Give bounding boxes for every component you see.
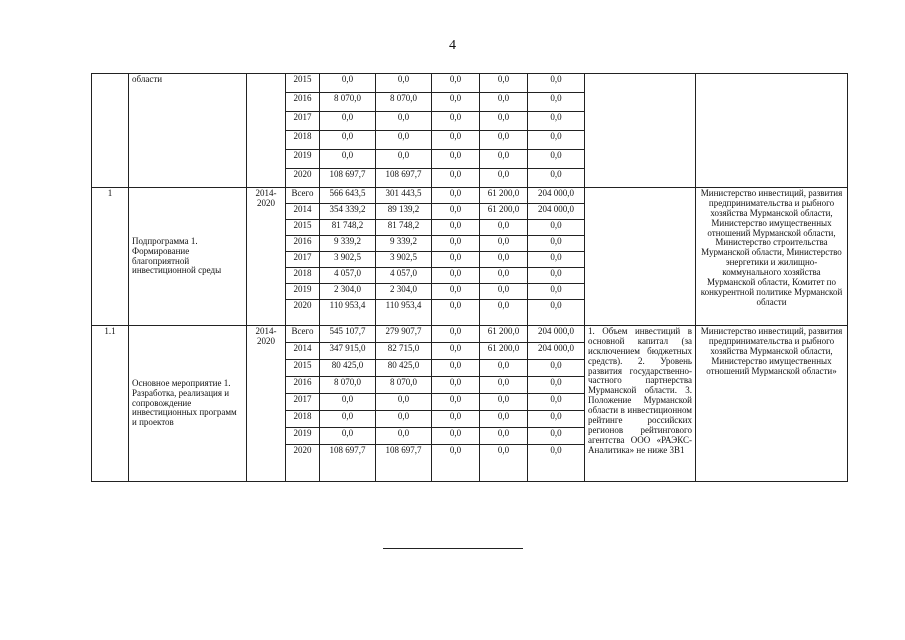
year-cell: 2014 bbox=[286, 204, 320, 220]
amount-cell: 0,0 bbox=[480, 112, 528, 131]
amount-cell: 0,0 bbox=[480, 300, 528, 326]
amount-cell: 0,0 bbox=[432, 377, 480, 394]
year-cell: 2018 bbox=[286, 411, 320, 428]
year-cell: 2020 bbox=[286, 445, 320, 482]
amount-cell: 0,0 bbox=[480, 236, 528, 252]
amount-cell: 0,0 bbox=[528, 268, 585, 284]
indicators-cell bbox=[585, 74, 696, 188]
amount-cell: 81 748,2 bbox=[376, 220, 432, 236]
amount-cell: 0,0 bbox=[376, 428, 432, 445]
amount-cell: 81 748,2 bbox=[320, 220, 376, 236]
amount-cell: 0,0 bbox=[528, 377, 585, 394]
item-number: 1.1 bbox=[92, 326, 129, 482]
amount-cell: 3 902,5 bbox=[376, 252, 432, 268]
amount-cell: 0,0 bbox=[432, 93, 480, 112]
amount-cell: 0,0 bbox=[432, 112, 480, 131]
year-cell: 2014 bbox=[286, 343, 320, 360]
item-number: 1 bbox=[92, 188, 129, 326]
amount-cell: 0,0 bbox=[480, 169, 528, 188]
amount-cell: 0,0 bbox=[376, 411, 432, 428]
year-cell: Всего bbox=[286, 188, 320, 204]
amount-cell: 0,0 bbox=[528, 74, 585, 93]
year-cell: 2017 bbox=[286, 252, 320, 268]
year-cell: 2018 bbox=[286, 268, 320, 284]
amount-cell: 110 953,4 bbox=[320, 300, 376, 326]
implementation-period: 2014-2020 bbox=[247, 326, 286, 482]
year-cell: 2015 bbox=[286, 74, 320, 93]
amount-cell: 0,0 bbox=[480, 284, 528, 300]
amount-cell: 2 304,0 bbox=[376, 284, 432, 300]
item-name: Основное мероприятие 1. Разработка, реализация и сопровождение инвестиционных программ и проектов bbox=[129, 326, 247, 482]
amount-cell: 61 200,0 bbox=[480, 326, 528, 343]
amount-cell: 89 139,2 bbox=[376, 204, 432, 220]
amount-cell: 8 070,0 bbox=[320, 93, 376, 112]
amount-cell: 4 057,0 bbox=[320, 268, 376, 284]
amount-cell: 0,0 bbox=[320, 428, 376, 445]
amount-cell: 0,0 bbox=[320, 411, 376, 428]
amount-cell: 0,0 bbox=[432, 204, 480, 220]
implementation-period bbox=[247, 74, 286, 188]
amount-cell: 0,0 bbox=[528, 169, 585, 188]
year-cell: 2019 bbox=[286, 150, 320, 169]
indicators-cell bbox=[585, 188, 696, 326]
amount-cell: 8 070,0 bbox=[376, 93, 432, 112]
amount-cell: 545 107,7 bbox=[320, 326, 376, 343]
year-cell: 2019 bbox=[286, 428, 320, 445]
amount-cell: 204 000,0 bbox=[528, 343, 585, 360]
amount-cell: 0,0 bbox=[320, 112, 376, 131]
executors-cell: Министерство инвестиций, развития предпринимательства и рыбного хозяйства Мурманской области, Министерство имущественных отношений Мурманской области, Министерство строительства Мурманской области, Министерство энергетики и жилищно-коммунального хозяйства Мурманской области, Комитет по конкурентной политике Мурманской области bbox=[696, 188, 848, 326]
amount-cell: 0,0 bbox=[432, 169, 480, 188]
footer-rule bbox=[383, 548, 523, 549]
amount-cell: 0,0 bbox=[432, 428, 480, 445]
amount-cell: 108 697,7 bbox=[320, 169, 376, 188]
amount-cell: 108 697,7 bbox=[376, 445, 432, 482]
amount-cell: 9 339,2 bbox=[376, 236, 432, 252]
amount-cell: 0,0 bbox=[528, 252, 585, 268]
amount-cell: 0,0 bbox=[432, 326, 480, 343]
amount-cell: 2 304,0 bbox=[320, 284, 376, 300]
amount-cell: 8 070,0 bbox=[320, 377, 376, 394]
year-cell: 2017 bbox=[286, 394, 320, 411]
amount-cell: 0,0 bbox=[480, 394, 528, 411]
year-cell: 2020 bbox=[286, 300, 320, 326]
year-cell: 2018 bbox=[286, 131, 320, 150]
amount-cell: 0,0 bbox=[432, 360, 480, 377]
amount-cell: 204 000,0 bbox=[528, 188, 585, 204]
amount-cell: 0,0 bbox=[432, 284, 480, 300]
amount-cell: 0,0 bbox=[480, 268, 528, 284]
amount-cell: 0,0 bbox=[528, 131, 585, 150]
year-cell: 2020 bbox=[286, 169, 320, 188]
item-number bbox=[92, 74, 129, 188]
amount-cell: 279 907,7 bbox=[376, 326, 432, 343]
amount-cell: 0,0 bbox=[432, 236, 480, 252]
amount-cell: 0,0 bbox=[480, 131, 528, 150]
amount-cell: 0,0 bbox=[528, 394, 585, 411]
amount-cell: 0,0 bbox=[528, 445, 585, 482]
amount-cell: 0,0 bbox=[432, 394, 480, 411]
amount-cell: 0,0 bbox=[528, 112, 585, 131]
amount-cell: 0,0 bbox=[432, 252, 480, 268]
year-cell: 2019 bbox=[286, 284, 320, 300]
year-cell: 2015 bbox=[286, 360, 320, 377]
year-cell: Всего bbox=[286, 326, 320, 343]
amount-cell: 0,0 bbox=[480, 428, 528, 445]
table-row bbox=[92, 326, 848, 343]
amount-cell: 0,0 bbox=[432, 74, 480, 93]
executors-cell bbox=[696, 74, 848, 188]
amount-cell: 0,0 bbox=[320, 150, 376, 169]
amount-cell: 61 200,0 bbox=[480, 204, 528, 220]
amount-cell: 0,0 bbox=[480, 360, 528, 377]
amount-cell: 0,0 bbox=[528, 93, 585, 112]
amount-cell: 566 643,5 bbox=[320, 188, 376, 204]
implementation-period: 2014-2020 bbox=[247, 188, 286, 326]
amount-cell: 0,0 bbox=[432, 188, 480, 204]
indicators-cell: 1. Объем инвестиций в основной капитал (за исключением бюджетных средств). 2. Уровень развития государственно-частного партнерства Мурманской области. 3. Положение Мурманской области в инвестиционном рейтинге российских регионов рейтингового агентства ООО «РАЭКС-Аналитика» не ниже 3В1 bbox=[585, 326, 696, 482]
item-name: области bbox=[129, 74, 247, 188]
amount-cell: 8 070,0 bbox=[376, 377, 432, 394]
amount-cell: 0,0 bbox=[320, 394, 376, 411]
amount-cell: 0,0 bbox=[528, 300, 585, 326]
amount-cell: 0,0 bbox=[480, 252, 528, 268]
amount-cell: 354 339,2 bbox=[320, 204, 376, 220]
amount-cell: 9 339,2 bbox=[320, 236, 376, 252]
amount-cell: 0,0 bbox=[432, 411, 480, 428]
amount-cell: 61 200,0 bbox=[480, 343, 528, 360]
amount-cell: 0,0 bbox=[376, 150, 432, 169]
amount-cell: 0,0 bbox=[320, 74, 376, 93]
amount-cell: 0,0 bbox=[480, 93, 528, 112]
year-cell: 2016 bbox=[286, 377, 320, 394]
amount-cell: 3 902,5 bbox=[320, 252, 376, 268]
amount-cell: 108 697,7 bbox=[320, 445, 376, 482]
amount-cell: 0,0 bbox=[480, 220, 528, 236]
amount-cell: 0,0 bbox=[376, 112, 432, 131]
amount-cell: 0,0 bbox=[320, 131, 376, 150]
amount-cell: 0,0 bbox=[480, 377, 528, 394]
amount-cell: 108 697,7 bbox=[376, 169, 432, 188]
amount-cell: 0,0 bbox=[376, 394, 432, 411]
amount-cell: 0,0 bbox=[528, 150, 585, 169]
year-cell: 2017 bbox=[286, 112, 320, 131]
amount-cell: 0,0 bbox=[376, 131, 432, 150]
amount-cell: 0,0 bbox=[480, 445, 528, 482]
amount-cell: 0,0 bbox=[432, 445, 480, 482]
amount-cell: 80 425,0 bbox=[376, 360, 432, 377]
amount-cell: 0,0 bbox=[376, 74, 432, 93]
amount-cell: 0,0 bbox=[432, 300, 480, 326]
amount-cell: 61 200,0 bbox=[480, 188, 528, 204]
amount-cell: 0,0 bbox=[528, 220, 585, 236]
amount-cell: 204 000,0 bbox=[528, 326, 585, 343]
amount-cell: 0,0 bbox=[528, 284, 585, 300]
amount-cell: 0,0 bbox=[528, 428, 585, 445]
amount-cell: 0,0 bbox=[432, 150, 480, 169]
amount-cell: 0,0 bbox=[480, 150, 528, 169]
amount-cell: 0,0 bbox=[432, 268, 480, 284]
amount-cell: 0,0 bbox=[528, 236, 585, 252]
amount-cell: 0,0 bbox=[432, 220, 480, 236]
amount-cell: 0,0 bbox=[528, 360, 585, 377]
amount-cell: 301 443,5 bbox=[376, 188, 432, 204]
table-row bbox=[92, 74, 848, 93]
table-row bbox=[92, 188, 848, 204]
amount-cell: 0,0 bbox=[480, 74, 528, 93]
item-name: Подпрограмма 1. Формирование благоприятной инвестиционной среды bbox=[129, 188, 247, 326]
page-number: 4 bbox=[449, 38, 456, 53]
amount-cell: 82 715,0 bbox=[376, 343, 432, 360]
amount-cell: 110 953,4 bbox=[376, 300, 432, 326]
amount-cell: 0,0 bbox=[480, 411, 528, 428]
year-cell: 2015 bbox=[286, 220, 320, 236]
budget-table bbox=[91, 73, 848, 482]
year-cell: 2016 bbox=[286, 236, 320, 252]
amount-cell: 0,0 bbox=[528, 411, 585, 428]
amount-cell: 80 425,0 bbox=[320, 360, 376, 377]
amount-cell: 0,0 bbox=[432, 131, 480, 150]
amount-cell: 0,0 bbox=[432, 343, 480, 360]
amount-cell: 204 000,0 bbox=[528, 204, 585, 220]
amount-cell: 4 057,0 bbox=[376, 268, 432, 284]
year-cell: 2016 bbox=[286, 93, 320, 112]
executors-cell: Министерство инвестиций, развития предпринимательства и рыбного хозяйства Мурманской области, Министерство имущественных отношений Мурманской области» bbox=[696, 326, 848, 482]
amount-cell: 347 915,0 bbox=[320, 343, 376, 360]
